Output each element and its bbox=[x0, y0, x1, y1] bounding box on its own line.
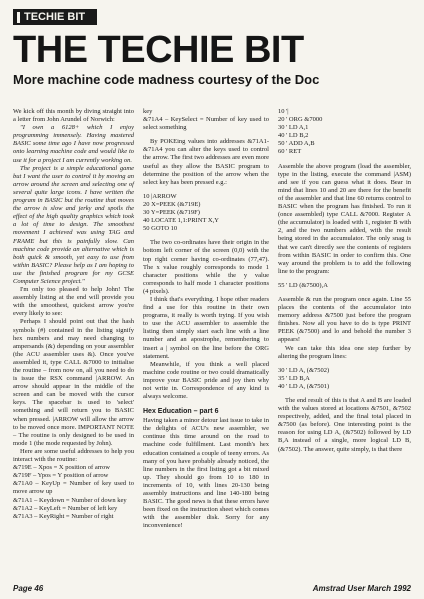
address-item: &71A2 – KeyLeft = Number of left key bbox=[13, 504, 118, 512]
page-footer bbox=[0, 582, 424, 596]
column-2 bbox=[143, 108, 269, 531]
address-item: &71A3 – KeyRight = Number of right bbox=[13, 512, 114, 520]
address-item: &719E – Xpos = X position of arrow bbox=[13, 464, 111, 472]
letter-paragraph-2: The project is a simple educational game but I want the user to control it by moving an arrow around the screen and selecting one of several quite large icons. I have written the program in BASIC but the routine that moves the arrow is slow and jerky and spoils the effect of the high quality graphics which took a lot of time to design. The smoothest movement I achieved was using TAG and FRAME but this is painfully slow. Can machine code provide an alternative which is both quick & smooth, yet easy to use from within BASIC? Please help as I am hoping to use the finished program for my GCSE Computer Science project." bbox=[13, 164, 134, 285]
magazine-issue: Amstrad User March 1992 bbox=[312, 584, 411, 593]
intro-paragraph: We kick off this month by diving straight into a letter from John Arundel of Norwich: bbox=[13, 108, 134, 124]
body-paragraph: Here are some useful addresses to help you interact with the routine: bbox=[13, 447, 134, 464]
assembly-listing: 30 ' LD A, (&7502) 35 ' LD B,A 40 ' LD A, (&7501) bbox=[278, 366, 330, 390]
body-paragraph: By POKEing values into addresses &71A1-&71A4 you can alter the keys used to control the arrow. The first two addresses are even more useful as they allow the BASIC program to determine the position of the arrow when the select key has been pressed e.g.: bbox=[143, 138, 269, 186]
body-paragraph: Perhaps I should point out that the hash symbols (#) contained in the listing signify hex numbers and may need changing to ampersands (&) depending on your assembler (the ACU assembler uses &). Once you've assembled it, type CALL &7000 to initialise the routine – from now on, all you need to do is issue the RSX command |ARROW. An arrow should appear in the middle of the screen and can be moved with the cursor keys. The spacebar is used to 'select' something and will return you to BASIC when pressed. |ARROW will allow the arrow to be moved once more. IMPORTANT NOTE – The routine is only designed to be used in mode 1 (the mode requested by John). bbox=[13, 318, 134, 447]
section-tag-label: TECHIE BIT bbox=[24, 11, 86, 23]
body-paragraph: The end result of this is that A and B are loaded with the values stored at locations &7501, &7502 respectively, added, and the final total placed in &7500 (as before). One interesting point is the reason for using LD A, (&7502) followed by LD B,A instead of a single, more logical LD B, (&7502). The answer, quite simply, is that there bbox=[278, 397, 411, 453]
address-item: &71A1 – Keydown = Number of down key bbox=[13, 496, 127, 504]
column-1 bbox=[13, 108, 134, 521]
body-paragraph: I'm only too pleased to help John! The assembly listing at the end will provide you with the smoothest, quickest arrow you're every likely to see: bbox=[13, 286, 134, 318]
assembly-listing: 10 '| 20 ' ORG &7000 30 ' LD A,1 40 ' LD B,2 50 ' ADD A,B 60 ' RET bbox=[278, 108, 323, 156]
body-paragraph: Assemble the above program (load the assembler, type in the listing, execute the command |ASM) and see if you can guess what it does. Bear in mind that lines 10 and 20 are there for the benefit of the assembler and that line 60 returns control to BASIC when the program has finished. To run it (once assembled) type CALL &7000. Register A (the accumulator) is loaded with 1, register B with 2, and the two numbers added, with the result being stored in the accumulator. The only snag is that we can't directly see the contents of registers from within BASIC in order to confirm this. One way around the problem is to add the following line to the program: bbox=[278, 162, 411, 275]
address-item: &71A0 – KeyUp = Number of key used to move arrow up bbox=[13, 480, 134, 496]
address-item: key bbox=[143, 108, 153, 115]
body-paragraph: Meanwhile, if you think a well placed machine code routine or two could dramatically improve your BASIC pride and joy then why not write in. Correspondence of any kind is always welcome. bbox=[143, 360, 269, 401]
article-subtitle: More machine code madness courtesy of the Doc bbox=[13, 72, 320, 87]
address-item: &71A4 – KeySelect = Number of key used to select something bbox=[143, 116, 269, 132]
tag-bar-icon bbox=[17, 12, 20, 23]
body-paragraph: Assemble & run the program once again. Line 55 places the contents of the accumulator into memory address &7500 just before the program finishes. Now all you have to do is type PRINT PEEK (&7500) and lo and behold the number 3 appears! bbox=[278, 295, 411, 344]
body-paragraph: Having taken a minor detour last issue to take in the delights of ACU's new assembler, we continue this time around on the road to machine code fulfillment. Last month's hex education contained a couple of teeny errors. As many of you have probably already noticed, the line numbers in the first listing got a bit mixed up. They should go from 10 to 180 in increments of 10, with lines 20-130 being assembly instructions and line 140-180 being BASIC. The good news is that these errors have been fixed on the instruction sheet which comes with the assembler disk. Sorry for any inconvenience! bbox=[143, 417, 269, 530]
address-item: &719F – Ypos = Y position of arrow bbox=[13, 472, 109, 480]
body-paragraph: We can take this idea one step further by altering the program lines: bbox=[278, 344, 411, 360]
page-number: Page 46 bbox=[13, 584, 44, 593]
section-tag bbox=[13, 9, 97, 25]
body-paragraph: The two co-ordinates have their origin in the bottom left corner of the screen (0,0) with the top right corner having co-ordinates (77,47). The x value roughly corresponds to mode 1 character positions while the y value corresponds to half mode 1 character positions (4 pixels). bbox=[143, 239, 269, 295]
column-3 bbox=[278, 108, 411, 454]
letter-paragraph-1: "I own a 6128+ which I enjoy programming immensely. Having mastered BASIC some time ago I have now progressed onto learning machine code and would like to use it for a project I am currently working on. bbox=[13, 124, 134, 164]
article-title: THE TECHIE BIT bbox=[13, 29, 304, 71]
body-paragraph: I think that's everything. I hope other readers find a use for this routine in their own programs, it really is worth trying. If you wish to use the ACU assembler to assemble the listing then simply start each line with a line number and an apostrophe, remembering to insert a | symbol on the line before the ORG statement. bbox=[143, 295, 269, 360]
assembly-line: 55 ' LD (&7500),A bbox=[278, 281, 328, 289]
basic-listing: 10 |ARROW 20 X=PEEK (&719E) 30 Y=PEEK (&719F) 40 LOCATE 1,1:PRINT X,Y 50 GOTO 10 bbox=[143, 192, 219, 233]
section-heading: Hex Education – part 6 bbox=[143, 408, 219, 416]
